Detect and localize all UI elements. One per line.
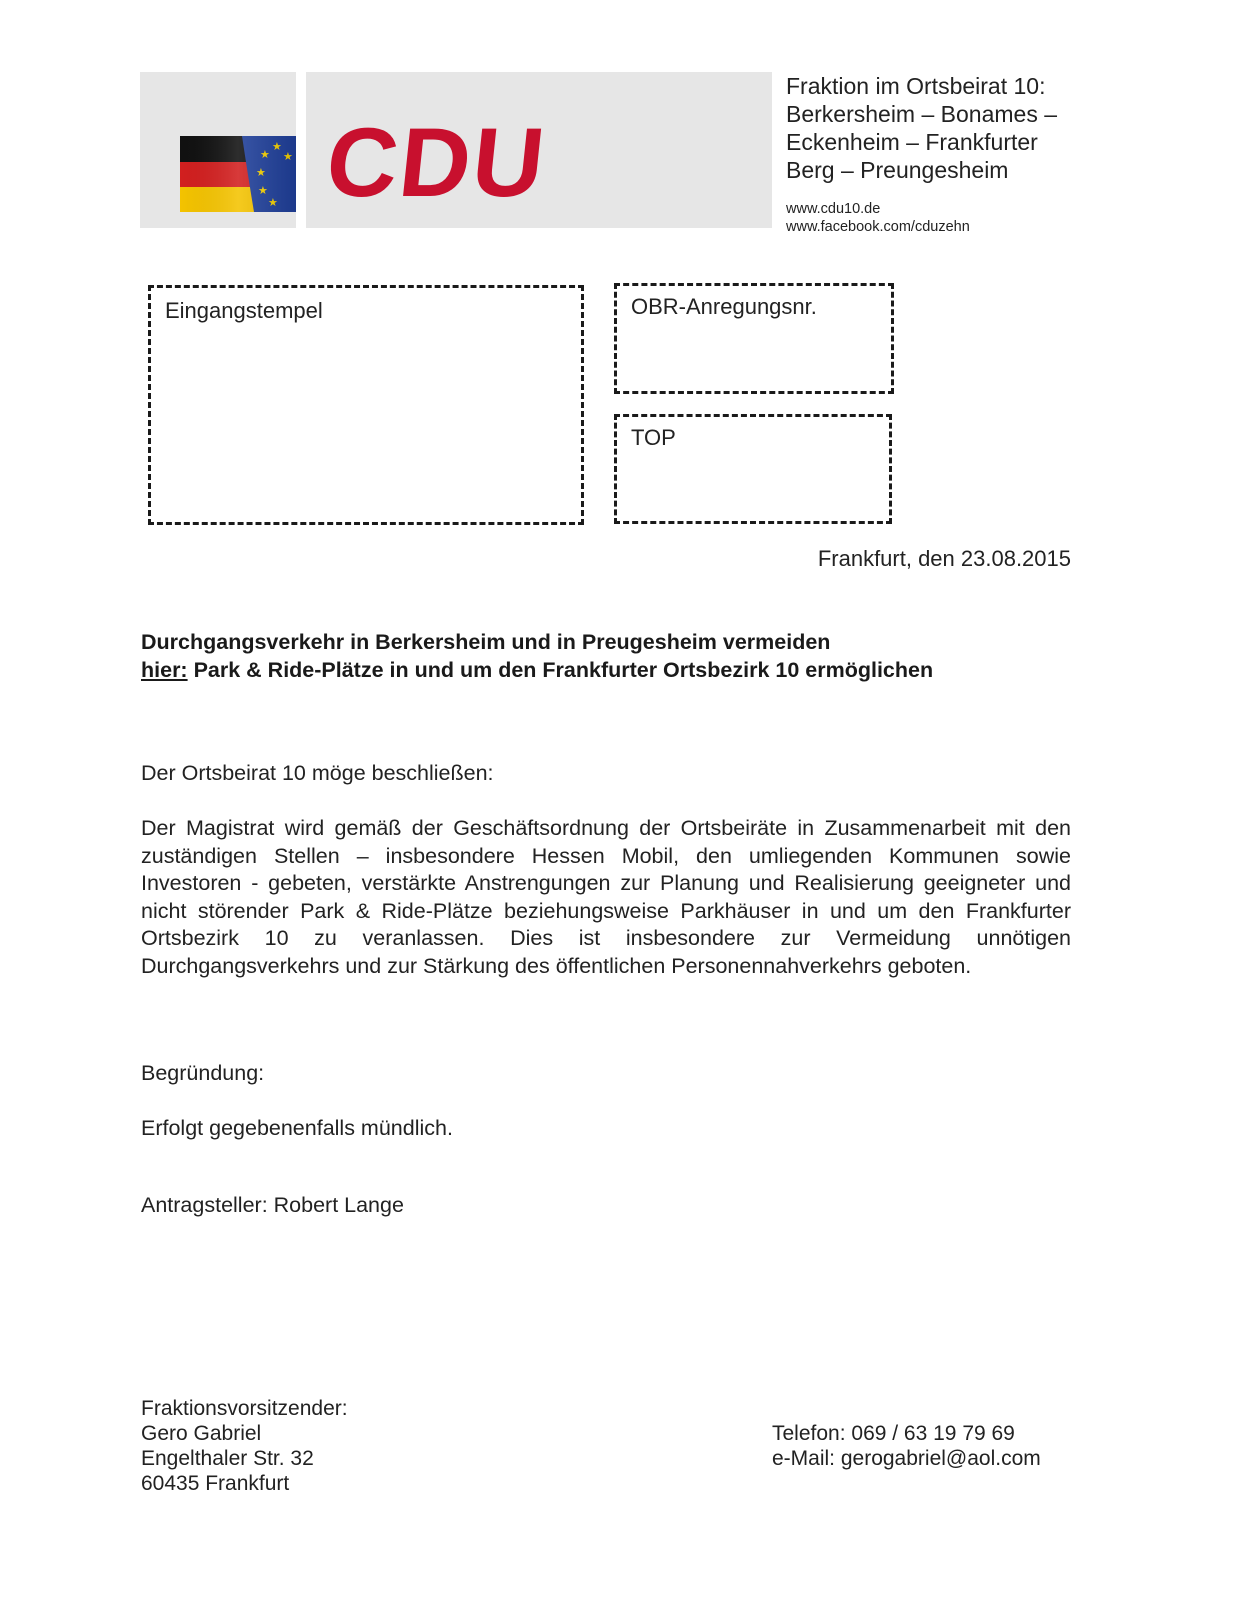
eingang-stamp-label: Eingangstempel bbox=[165, 298, 323, 323]
contact-city: 60435 Frankfurt bbox=[141, 1472, 290, 1495]
justification-label: Begründung: bbox=[141, 1061, 265, 1085]
party-info-line: Fraktion im Ortsbeirat 10: bbox=[786, 73, 1046, 99]
subject-line-2-text: Park & Ride-Plätze in und um den Frankfurter Ortsbezirk 10 ermöglichen bbox=[187, 658, 934, 682]
party-info-line: Berkersheim – Bonames – bbox=[786, 101, 1058, 127]
contact-email[interactable]: e-Mail: gerogabriel@aol.com bbox=[772, 1447, 1041, 1470]
contact-address bbox=[141, 1396, 348, 1496]
party-info-line: Eckenheim – Frankfurter bbox=[786, 129, 1038, 155]
cdu-logo: CDU bbox=[321, 107, 552, 217]
flag-panel bbox=[140, 72, 296, 228]
resolution-text: Der Magistrat wird gemäß der Geschäftsordnung der Ortsbeiräte in Zusammenarbeit mit den zuständigen Stellen – insbesondere Hessen Mobil, den umliegenden Kommunen sowie Investoren - gebeten, verstärkte Anstrengungen zur Planung und Realisierung geeigneter und nicht störender Park & Ride-Plätze beziehungsweise Parkhäuser in und um den Frankfurter Ortsbezirk 10 zu veranlassen. Dies ist insbesondere zur Vermeidung unnötigen Durchgangsverkehrs und zur Stärkung des öffentlichen Personennahverkehrs geboten. bbox=[141, 816, 1071, 978]
contact-details bbox=[772, 1421, 1041, 1471]
subject-line-2 bbox=[141, 656, 933, 684]
contact-street: Engelthaler Str. 32 bbox=[141, 1447, 314, 1470]
contact-role: Fraktionsvorsitzender: bbox=[141, 1397, 348, 1420]
subject-hier-prefix: hier: bbox=[141, 658, 188, 682]
obr-number-box bbox=[614, 283, 894, 394]
top-box bbox=[614, 414, 892, 524]
obr-number-label: OBR-Anregungsnr. bbox=[631, 294, 817, 319]
intro-text: Der Ortsbeirat 10 möge beschließen: bbox=[141, 761, 494, 785]
germany-eu-flag-image bbox=[180, 136, 296, 212]
cdu-logo-panel bbox=[306, 72, 772, 228]
party-info bbox=[786, 72, 1086, 184]
facebook-link[interactable]: www.facebook.com/cduzehn bbox=[786, 219, 970, 235]
website-link[interactable]: www.cdu10.de bbox=[786, 201, 881, 217]
applicant-text: Antragsteller: Robert Lange bbox=[141, 1193, 404, 1217]
subject-line-1: Durchgangsverkehr in Berkersheim und in Preugesheim vermeiden bbox=[141, 630, 831, 654]
eingang-stamp-box bbox=[148, 285, 584, 525]
contact-phone: Telefon: 069 / 63 19 79 69 bbox=[772, 1422, 1015, 1445]
subject bbox=[141, 628, 933, 684]
contact-name: Gero Gabriel bbox=[141, 1422, 262, 1445]
web-links bbox=[786, 200, 970, 236]
date-line: Frankfurt, den 23.08.2015 bbox=[817, 546, 1071, 571]
party-info-line: Berg – Preungesheim bbox=[786, 157, 1009, 183]
justification-text: Erfolgt gegebenenfalls mündlich. bbox=[141, 1116, 453, 1140]
top-label: TOP bbox=[631, 425, 676, 450]
